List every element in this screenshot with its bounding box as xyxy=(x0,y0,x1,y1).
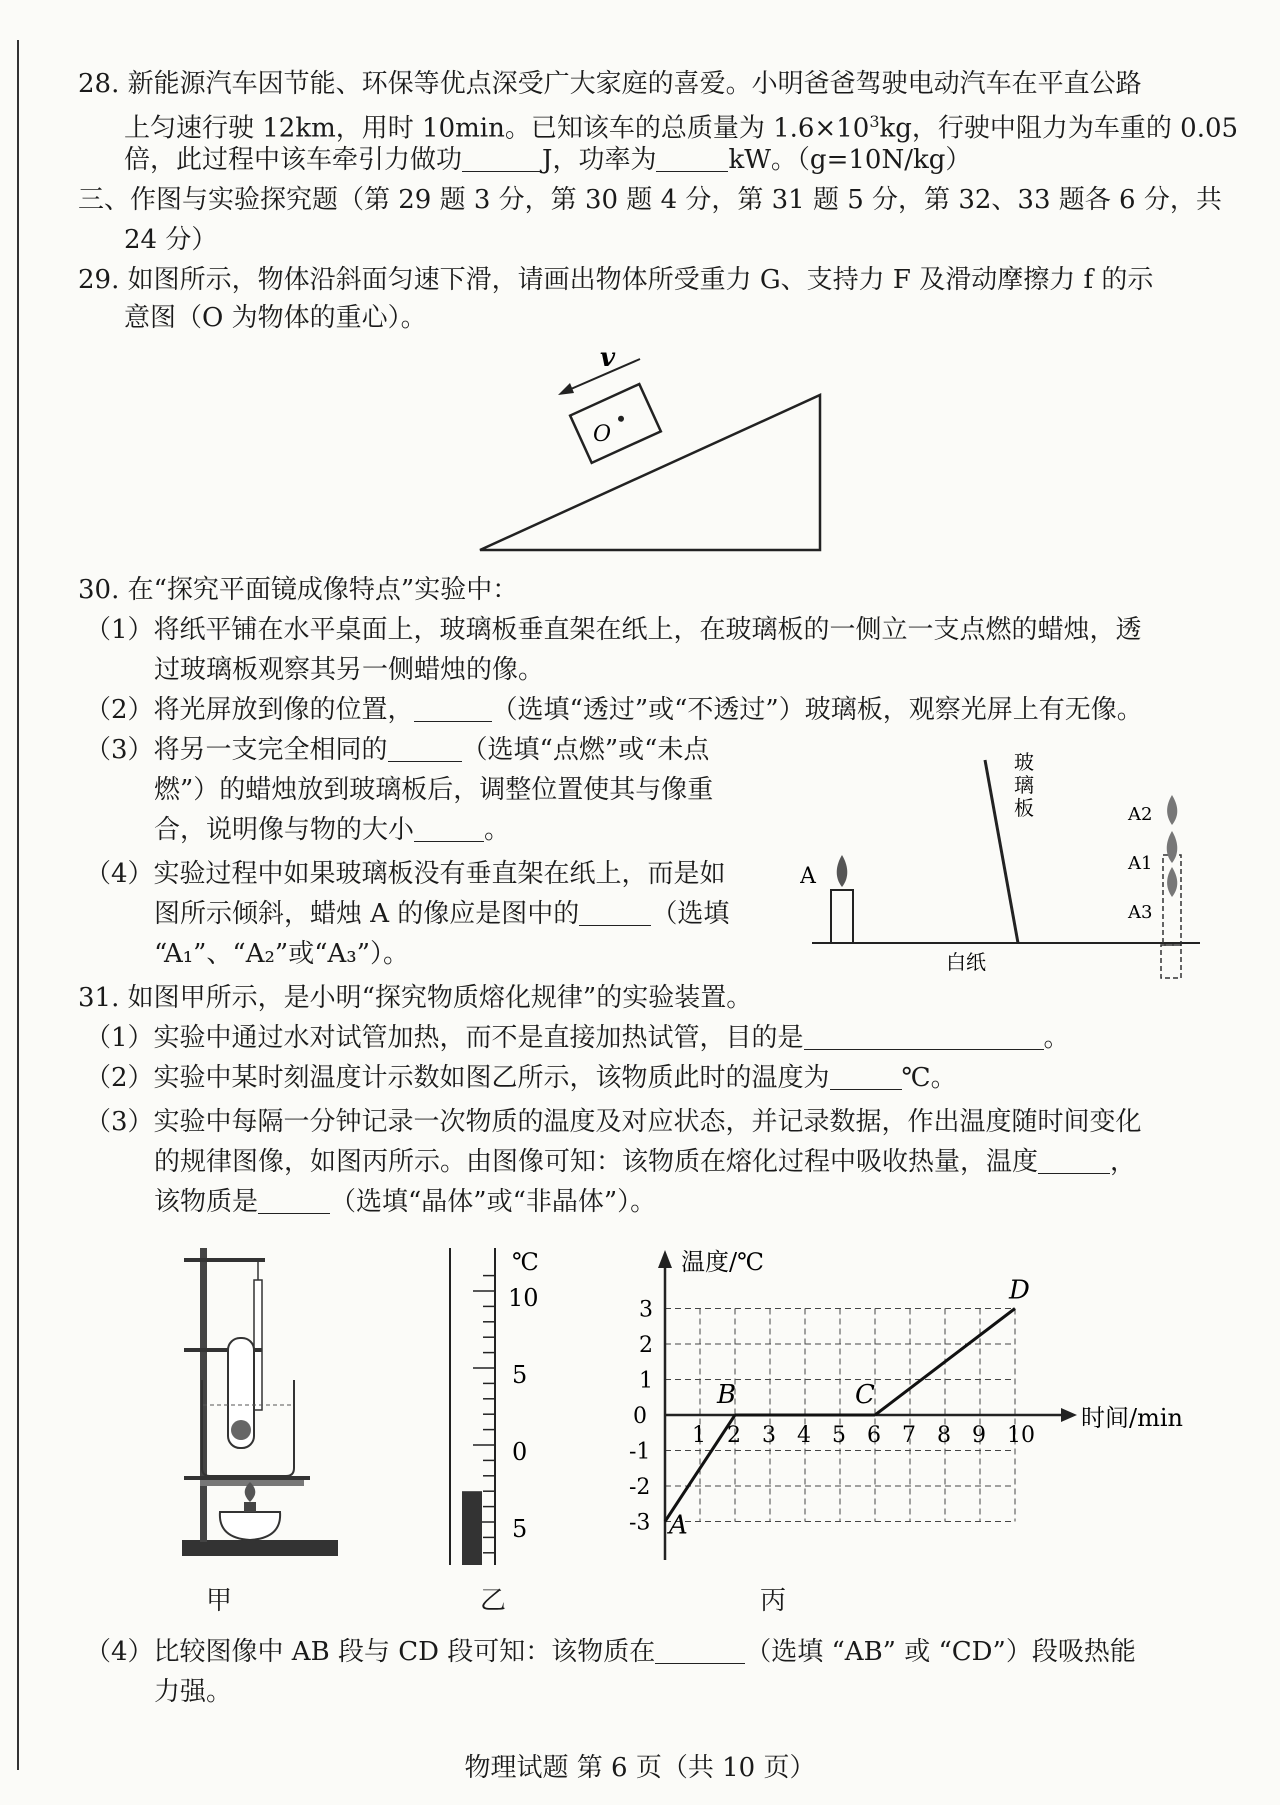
q31-p3-line-2-a: 的规律图像，如图丙所示。由图像可知：该物质在熔化过程中吸收热量，温度 xyxy=(154,1147,1039,1177)
margin-line xyxy=(17,40,19,1770)
thermometer-in-apparatus xyxy=(254,1280,262,1410)
q30-p3-line-1-b: （选填“点燃”或“未点 xyxy=(461,735,710,765)
q28-line-3 xyxy=(124,142,971,178)
q31-p2-blank[interactable] xyxy=(830,1061,902,1090)
glass-label-1: 玻 xyxy=(1014,750,1034,774)
velocity-label: v xyxy=(600,343,616,373)
chart-point-labels xyxy=(667,1276,1030,1541)
block-on-incline xyxy=(570,384,661,463)
q30-p2-b: （选填“透过”或“不透过”）玻璃板，观察光屏上有无像。 xyxy=(491,695,1143,725)
q31-p4-blank[interactable] xyxy=(655,1635,745,1664)
candle-a-label: A xyxy=(800,864,816,889)
thermometer-label-0: 0 xyxy=(512,1438,528,1466)
q31-p3-line-3 xyxy=(154,1184,656,1220)
q28-line-3-c: kW。（g=10N/kg） xyxy=(728,145,972,175)
q28-work-blank[interactable] xyxy=(462,143,542,172)
solid-grains xyxy=(231,1420,251,1440)
thermometer-figure xyxy=(440,1240,550,1575)
image-candle-a3 xyxy=(1161,945,1181,978)
q31-p2 xyxy=(85,1060,957,1096)
image-label-a1: A1 xyxy=(1128,853,1153,874)
q31-p3-blank-2[interactable] xyxy=(258,1185,330,1214)
chart-point-label-A: A xyxy=(669,1510,688,1541)
q31-title: 31. 如图甲所示，是小明“探究物质熔化规律”的实验装置。 xyxy=(78,983,753,1013)
q31-p2-b: ℃。 xyxy=(901,1063,957,1093)
q31-p1-a: （1）实验中通过水对试管加热，而不是直接加热试管，目的是 xyxy=(85,1023,804,1053)
chart-x-tick-label: 4 xyxy=(797,1423,811,1448)
q28-line-1: 28. 新能源汽车因节能、环保等优点深受广大家庭的喜爱。小明爸爸驾驶电动汽车在平直公路 xyxy=(78,69,1142,99)
q31-p4-line-1 xyxy=(85,1634,1136,1670)
thermometer-label-5-bottom: 5 xyxy=(512,1515,528,1543)
chart-x-axis-label: 时间/min xyxy=(1081,1404,1183,1432)
q28-power-blank[interactable] xyxy=(656,143,728,172)
glass-label-3: 板 xyxy=(1014,796,1034,820)
q30-p2-a: （2）将光屏放到像的位置， xyxy=(85,695,414,725)
thermometer-unit: ℃ xyxy=(512,1248,539,1276)
thermometer-label-5-top: 5 xyxy=(512,1361,528,1389)
image-label-a3: A3 xyxy=(1128,902,1153,923)
chart-x-tick-label: 8 xyxy=(937,1423,951,1448)
chart-x-tick-label: 9 xyxy=(972,1423,986,1448)
q30-p4-blank[interactable] xyxy=(579,897,651,926)
q29-line-1: 29. 如图所示，物体沿斜面匀速下滑，请画出物体所受重力 G、支持力 F 及滑动摩擦力 f 的示 xyxy=(78,265,1154,295)
q28-line-3-a: 倍，此过程中该车牵引力做功 xyxy=(124,145,463,175)
q30-title: 30. 在“探究平面镜成像特点”实验中： xyxy=(78,575,519,605)
q29-line-2: 意图（O 为物体的重心）。 xyxy=(124,303,427,333)
q28-line-2-b: kg，行驶中阻力为车重的 0.05 xyxy=(879,113,1239,144)
chart-point-label-C: C xyxy=(855,1380,875,1410)
chart-point-label-D: D xyxy=(1009,1275,1030,1306)
chart-x-tick-label: 7 xyxy=(902,1423,916,1448)
q31-p2-a: （2）实验中某时刻温度计示数如图乙所示，该物质此时的温度为 xyxy=(85,1063,830,1093)
q30-p3-blank-1[interactable] xyxy=(388,733,462,762)
section3-heading: 三、作图与实验探究题（第 29 题 3 分，第 30 题 4 分，第 31 题 5 分，第 32、33 题各 6 分，共 xyxy=(78,185,1222,215)
q30-p4-line-1: （4）实验过程中如果玻璃板没有垂直架在纸上，而是如 xyxy=(85,859,726,889)
candle-a-flame xyxy=(837,855,848,887)
q31-p3-line-2-b: ， xyxy=(1110,1147,1137,1177)
chart-y-tick-label: -2 xyxy=(629,1475,651,1500)
image-flame-a3 xyxy=(1167,867,1177,897)
candle-a xyxy=(831,890,853,943)
q28-line-3-b: J，功率为 xyxy=(542,145,657,175)
q30-p2-blank[interactable] xyxy=(414,693,492,722)
q31-p1-blank[interactable] xyxy=(804,1021,1044,1050)
chart-x-tick-label: 2 xyxy=(727,1423,741,1448)
q31-p4-line-1-b: （选填 “AB” 或 “CD”）段吸热能 xyxy=(745,1637,1136,1667)
figure-label-jia: 甲 xyxy=(206,1586,233,1616)
alcohol-lamp xyxy=(220,1512,280,1540)
q30-p4-line-2 xyxy=(154,896,729,932)
melting-chart xyxy=(625,1240,1225,1580)
chart-x-tick-label: 3 xyxy=(762,1423,776,1448)
q28-line-2-a: 上匀速行驶 12km，用时 10min。已知该车的总质量为 1.6×10 xyxy=(124,113,870,144)
chart-y-tick-label: 1 xyxy=(639,1368,653,1394)
q31-p1 xyxy=(85,1020,1070,1056)
paper-label: 白纸 xyxy=(946,950,986,974)
q28-exponent: 3 xyxy=(869,112,880,131)
chart-x-tick-label: 10 xyxy=(1007,1423,1035,1448)
q30-p3-line-2: 燃”）的蜡烛放到玻璃板后，调整位置使其与像重 xyxy=(154,775,714,805)
image-flame-a2 xyxy=(1167,795,1177,825)
figure-label-yi: 乙 xyxy=(480,1586,507,1616)
chart-y-tick-label: -3 xyxy=(629,1510,651,1536)
q31-p3-line-3-a: 该物质是 xyxy=(154,1187,259,1217)
q30-p3-line-1-a: （3）将另一支完全相同的 xyxy=(85,735,388,765)
chart-origin-label: 0 xyxy=(633,1404,647,1429)
q30-p3-line-3-b: 。 xyxy=(484,815,511,845)
lamp-wick xyxy=(244,1502,256,1512)
apparatus-figure xyxy=(170,1240,345,1575)
q30-p4-line-2-b: （选填 xyxy=(651,899,730,929)
chart-x-tick-label: 1 xyxy=(692,1423,706,1448)
q30-p3-line-1 xyxy=(85,732,709,768)
thermometer-label-10: 10 xyxy=(508,1284,539,1312)
q31-p4-line-2: 力强。 xyxy=(154,1677,233,1707)
thermometer-liquid-column xyxy=(462,1491,482,1565)
q30-p1-line-2: 过玻璃板观察其另一侧蜡烛的像。 xyxy=(154,655,545,685)
q28-line-2 xyxy=(124,104,1238,147)
q31-p3-line-2 xyxy=(154,1144,1136,1180)
block-center-label: O xyxy=(593,422,612,447)
page-footer: 物理试题 第 6 页（共 10 页） xyxy=(464,1753,816,1783)
q30-p2 xyxy=(85,692,1143,728)
chart-x-tick-label: 6 xyxy=(867,1423,881,1448)
chart-y-axis-arrow xyxy=(658,1250,672,1268)
incline-figure xyxy=(470,340,850,565)
incline-slope xyxy=(480,395,820,550)
chart-y-tick-label: 3 xyxy=(639,1297,653,1323)
velocity-arrow-head xyxy=(558,383,574,395)
stand-base xyxy=(182,1540,338,1556)
q31-p3-line-3-b: （选填“晶体”或“非晶体”）。 xyxy=(330,1187,657,1217)
image-flame-a1 xyxy=(1167,831,1178,863)
chart-x-axis-arrow xyxy=(1061,1408,1077,1422)
q30-p4-line-2-a: 图所示倾斜，蜡烛 A 的像应是图中的 xyxy=(154,899,580,929)
q30-p3-blank-2[interactable] xyxy=(414,813,484,842)
chart-x-tick-label: 5 xyxy=(832,1423,846,1448)
q30-p3-line-3-a: 合，说明像与物的大小 xyxy=(154,815,415,845)
chart-y-tick-label: 2 xyxy=(639,1333,653,1358)
q31-p1-b: 。 xyxy=(1043,1023,1070,1053)
image-label-a2: A2 xyxy=(1128,804,1153,825)
mirror-figure xyxy=(800,745,1210,980)
q31-p4-line-1-a: （4）比较图像中 AB 段与 CD 段可知：该物质在 xyxy=(85,1637,656,1667)
q31-p3-line-1: （3）实验中每隔一分钟记录一次物质的温度及对应状态，并记录数据，作出温度随时间变化 xyxy=(85,1107,1142,1137)
section3-heading-2: 24 分） xyxy=(124,225,218,255)
q30-p4-line-3: “A₁”、“A₂”或“A₃”）。 xyxy=(154,939,409,969)
q30-p3-line-3 xyxy=(154,812,510,848)
figure-label-bing: 丙 xyxy=(760,1586,787,1616)
chart-y-axis-label: 温度/℃ xyxy=(681,1248,764,1276)
q31-p3-blank-1[interactable] xyxy=(1038,1145,1110,1174)
chart-point-label-B: B xyxy=(717,1380,737,1410)
q30-p1-line-1: （1）将纸平铺在水平桌面上，玻璃板垂直架在纸上，在玻璃板的一侧立一支点燃的蜡烛，透 xyxy=(85,615,1142,645)
glass-label-2: 璃 xyxy=(1014,773,1034,797)
chart-y-tick-label: -1 xyxy=(629,1439,651,1465)
